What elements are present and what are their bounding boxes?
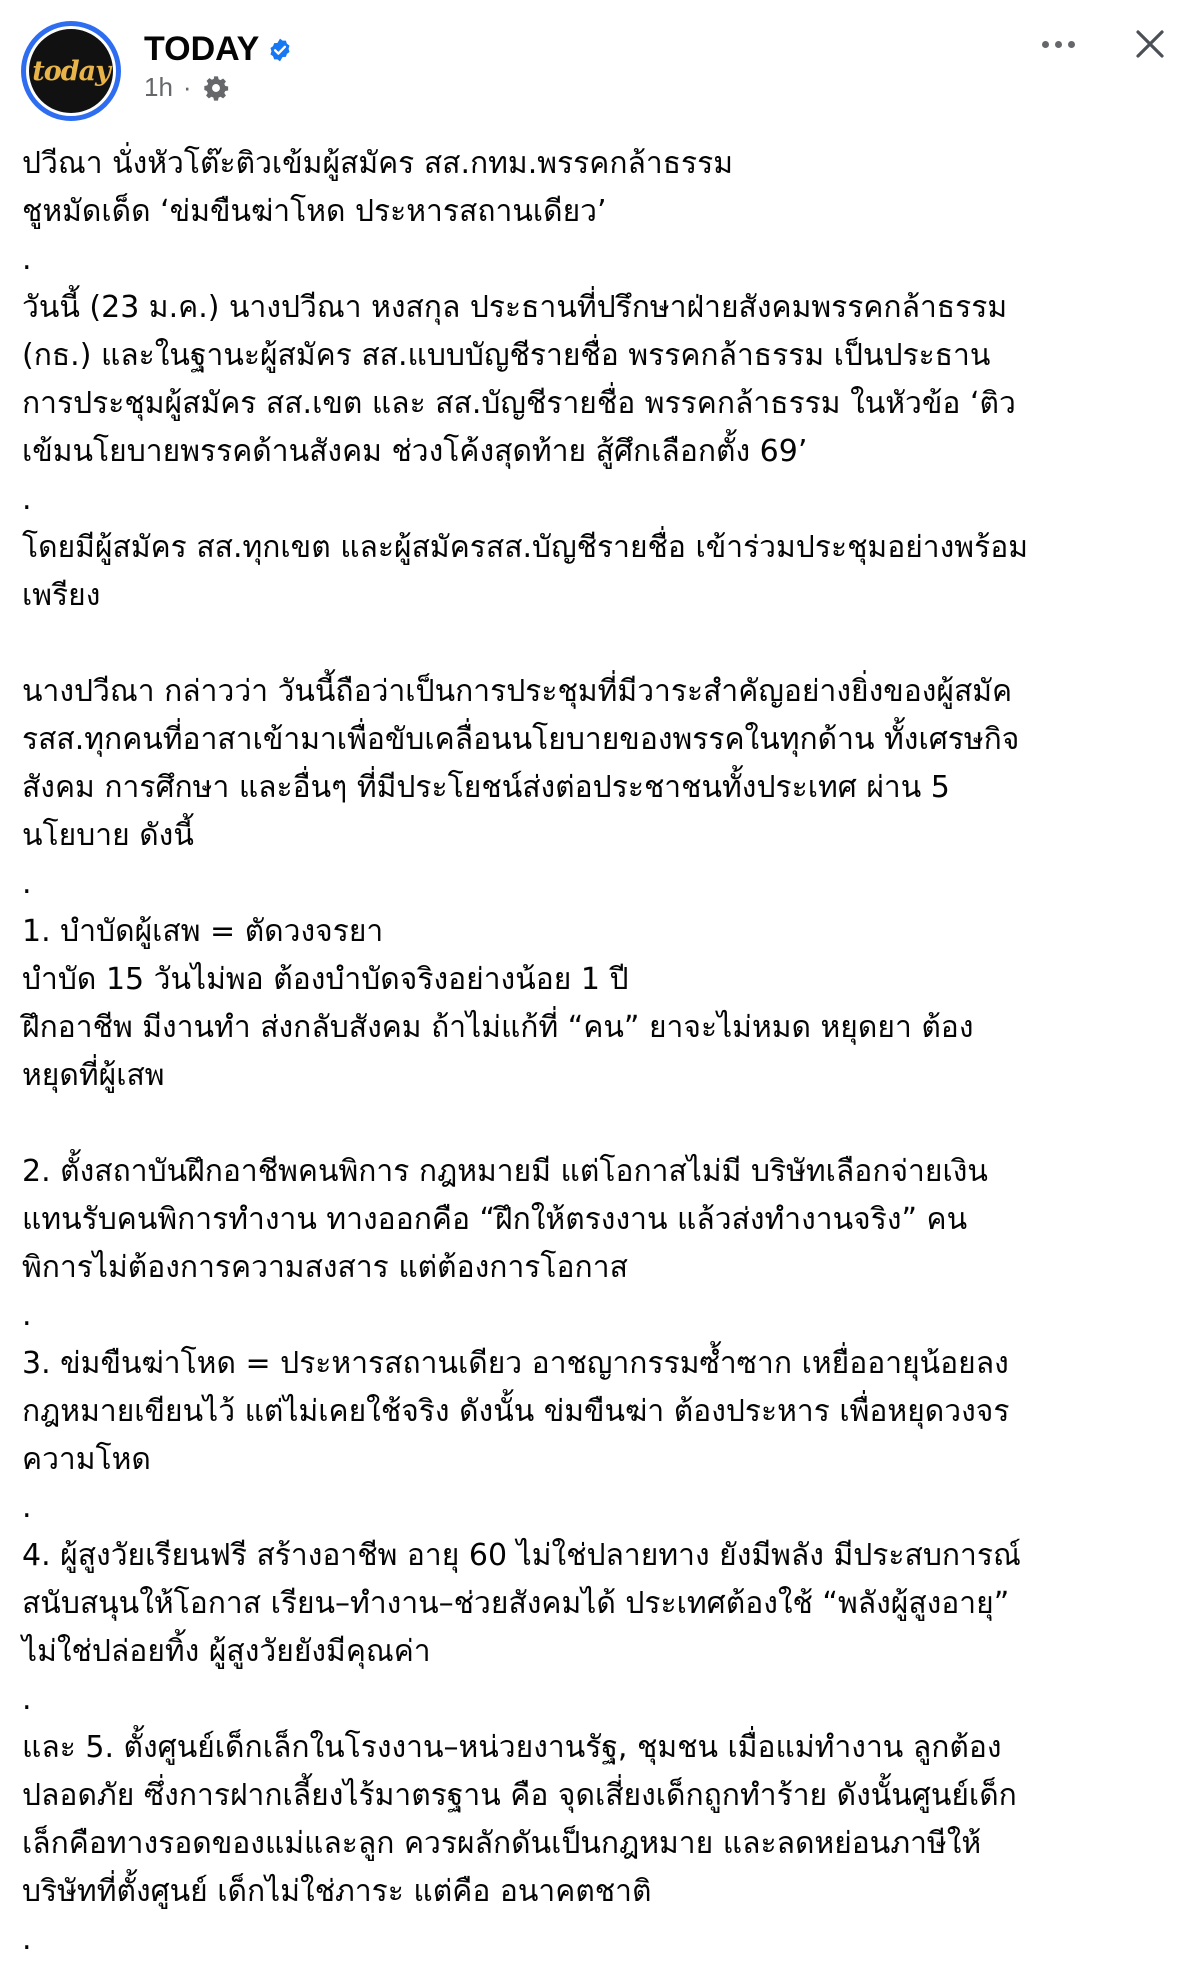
- post-meta: [144, 72, 230, 103]
- post-header: [0, 0, 1192, 130]
- page-avatar[interactable]: [21, 21, 121, 121]
- post-line: เพรียง: [22, 578, 101, 613]
- post-line: สนับสนุนให้โอกาส เรียน–ทำงาน–ช่วยสังคมได้ ประเทศต้องใช้ “พลังผู้สูงอายุ”: [22, 1586, 1010, 1621]
- gear-icon: [202, 74, 230, 102]
- post-line: และ 5. ตั้งศูนย์เด็กเล็กในโรงงาน–หน่วยงานรัฐ, ชุมชน เมื่อแม่ทำงาน ลูกต้อง: [22, 1730, 1002, 1765]
- verified-badge-icon: [267, 37, 293, 63]
- post-time[interactable]: 1h: [144, 72, 173, 102]
- post-line: โดยมีผู้สมัคร สส.ทุกเขต และผู้สมัครสส.บัญชีรายชื่อ เข้าร่วมประชุมอย่างพร้อม: [22, 530, 1028, 565]
- post-line: .: [22, 1682, 32, 1717]
- post-line: บำบัด 15 วันไม่พอ ต้องบำบัดจริงอย่างน้อย 1 ปี: [22, 962, 629, 997]
- post-line: การประชุมผู้สมัคร สส.เขต และ สส.บัญชีรายชื่อ พรรคกล้าธรรม ในหัวข้อ ‘ติว: [22, 386, 1016, 421]
- post-line: สังคม การศึกษา และอื่นๆ ที่มีประโยชน์ส่งต่อประชาชนทั้งประเทศ ผ่าน 5: [22, 770, 950, 805]
- post-line: .: [22, 1922, 32, 1957]
- page-name-row: [144, 30, 293, 69]
- post-line: ปวีณา นั่งหัวโต๊ะติวเข้มผู้สมัคร สส.กทม.พรรคกล้าธรรม: [22, 146, 734, 181]
- post-line: .: [22, 1298, 32, 1333]
- post-line: ชูหมัดเด็ด ‘ข่มขืนฆ่าโหด ประหารสถานเดียว’: [22, 194, 607, 229]
- post-line: หยุดที่ผู้เสพ: [22, 1058, 165, 1093]
- post-line: วันนี้ (23 ม.ค.) นางปวีณา หงสกุล ประธานที่ปรึกษาฝ่ายสังคมพรรคกล้าธรรม: [22, 290, 1008, 325]
- post-line: .: [22, 1490, 32, 1525]
- post-line: 4. ผู้สูงวัยเรียนฟรี สร้างอาชีพ อายุ 60 ไม่ใช่ปลายทาง ยังมีพลัง มีประสบการณ์: [22, 1538, 1021, 1573]
- post-text: [22, 140, 1182, 1964]
- post-line: นางปวีณา กล่าวว่า วันนี้ถือว่าเป็นการประชุมที่มีวาระสำคัญอย่างยิ่งของผู้สมัค: [22, 674, 1013, 709]
- post-line: .: [22, 242, 32, 277]
- post-line: 2. ตั้งสถาบันฝึกอาชีพคนพิการ กฎหมายมี แต่โอกาสไม่มี บริษัทเลือกจ่ายเงิน: [22, 1154, 988, 1189]
- post-line: บริษัทที่ตั้งศูนย์ เด็กไม่ใช่ภาระ แต่คือ อนาคตชาติ: [22, 1874, 652, 1909]
- post-line: เข้มนโยบายพรรคด้านสังคม ช่วงโค้งสุดท้าย สู้ศึกเลือกตั้ง 69’: [22, 434, 808, 469]
- more-dots-icon: [1042, 41, 1049, 48]
- post-line: กฎหมายเขียนไว้ แต่ไม่เคยใช้จริง ดังนั้น ข่มขืนฆ่า ต้องประหาร เพื่อหยุดวงจร: [22, 1394, 1010, 1429]
- today-logo: today: [26, 26, 116, 116]
- post-line: [22, 1100, 1182, 1148]
- meta-separator: ·: [182, 72, 192, 102]
- post-line: .: [22, 482, 32, 517]
- post-line: เล็กคือทางรอดของแม่และลูก ควรผลักดันเป็นกฎหมาย และลดหย่อนภาษีให้: [22, 1826, 982, 1861]
- post-line: ฝึกอาชีพ มีงานทำ ส่งกลับสังคม ถ้าไม่แก้ที่ “คน” ยาจะไม่หมด หยุดยา ต้อง: [22, 1010, 974, 1045]
- post-line: ปลอดภัย ซึ่งการฝากเลี้ยงไร้มาตรฐาน คือ จุดเสี่ยงเด็กถูกทำร้าย ดังนั้นศูนย์เด็ก: [22, 1778, 1017, 1813]
- post-line: 1. บำบัดผู้เสพ = ตัดวงจรยา: [22, 914, 384, 949]
- post-line: 3. ข่มขืนฆ่าโหด = ประหารสถานเดียว อาชญากรรมซ้ำซาก เหยื่ออายุน้อยลง: [22, 1346, 1009, 1381]
- more-options-button[interactable]: [1030, 22, 1086, 66]
- post-line: ไม่ใช่ปล่อยทิ้ง ผู้สูงวัยยังมีคุณค่า: [22, 1634, 431, 1669]
- post-line: พิการไม่ต้องการความสงสาร แต่ต้องการโอกาส: [22, 1250, 628, 1285]
- close-icon[interactable]: [1124, 18, 1176, 70]
- post-line: นโยบาย ดังนี้: [22, 818, 194, 853]
- post-line: (กธ.) และในฐานะผู้สมัคร สส.แบบบัญชีรายชื่อ พรรคกล้าธรรม เป็นประธาน: [22, 338, 991, 373]
- page-name[interactable]: TODAY: [144, 30, 260, 68]
- post-line: [22, 620, 1182, 668]
- post-line: ความโหด: [22, 1442, 151, 1477]
- post-line: แทนรับคนพิการทำงาน ทางออกคือ “ฝึกให้ตรงงาน แล้วส่งทำงานจริง” คน: [22, 1202, 968, 1237]
- post-line: รสส.ทุกคนที่อาสาเข้ามาเพื่อขับเคลื่อนนโยบายของพรรคในทุกด้าน ทั้งเศรษกิจ: [22, 722, 1020, 757]
- post-line: .: [22, 866, 32, 901]
